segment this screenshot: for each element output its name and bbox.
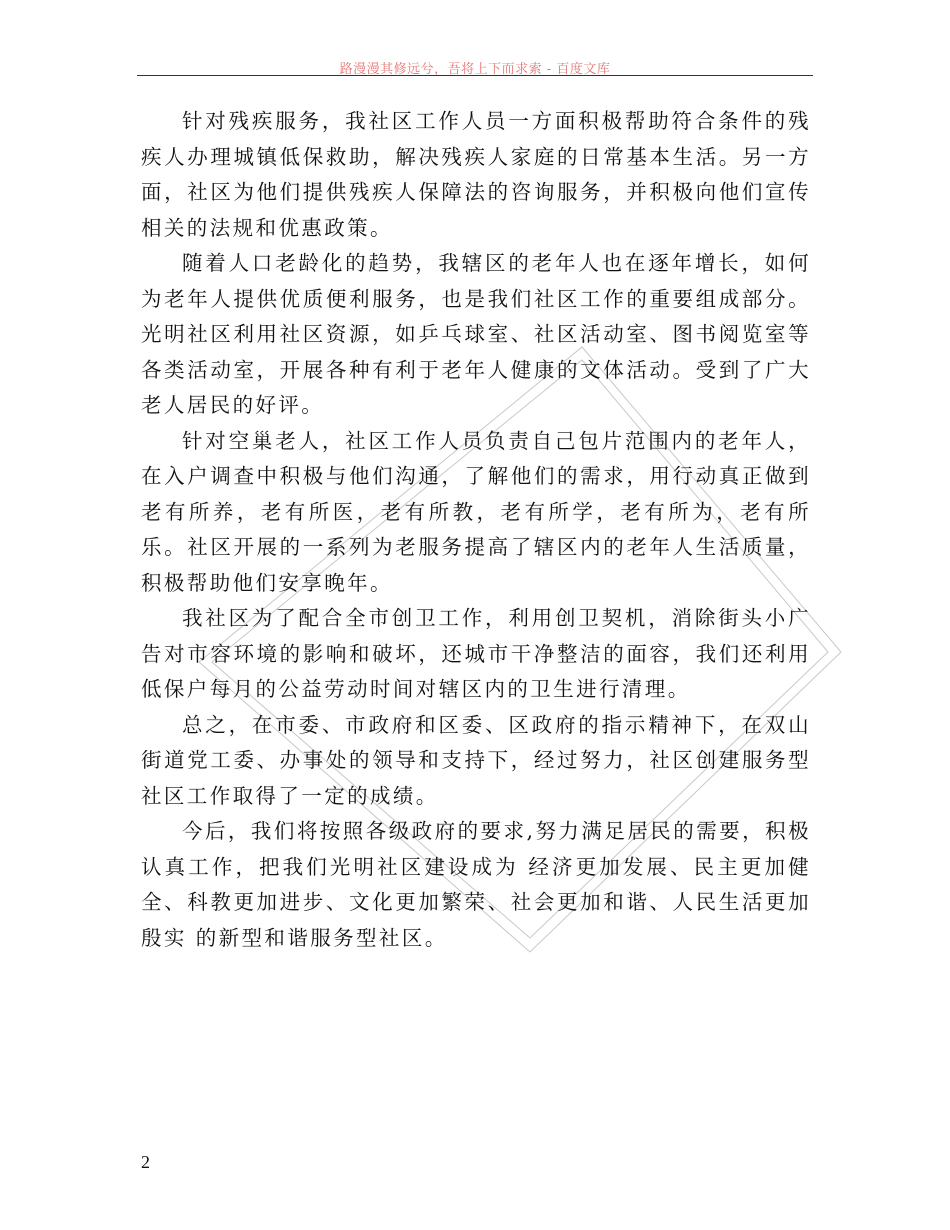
paragraph-sanitation: 我社区为了配合全市创卫工作，利用创卫契机，消除街头小广告对市容环境的影响和破坏，还城市干净整洁的面容，我们还利用低保户每月的公益劳动时间对辖区内的卫生进行清理。 bbox=[141, 606, 811, 701]
paragraph-empty-nest-elderly: 针对空巢老人，社区工作人员负责自己包片范围内的老年人，在入户调查中积极与他们沟通，了解他们的需求，用行动真正做到老有所养，老有所医，老有所教，老有所学，老有所为，老有所乐。社区开展的一系列为老服务提高了辖区内的老年人生活质量，积极帮助他们安享晚年。 bbox=[141, 428, 811, 595]
paragraph-future-plans: 今后，我们将按照各级政府的要求,努力满足居民的需要，积极认真工作，把我们光明社区建设成为 经济更加发展、民主更加健全、科教更加进步、文化更加繁荣、社会更加和谐、人民生活更加殷实 的新型和谐服务型社区。 bbox=[141, 819, 811, 950]
document-body bbox=[141, 104, 811, 956]
paragraph-elderly-services: 随着人口老龄化的趋势，我辖区的老年人也在逐年增长，如何为老年人提供优质便利服务，也是我们社区工作的重要组成部分。 光明社区利用社区资源，如乒乓球室、社区活动室、图书阅览室等各类活动室，开展各种有利于老年人健康的文体活动。受到了广大老人居民的好评。 bbox=[141, 251, 811, 417]
paragraph-disability-services: 针对残疾服务，我社区工作人员一方面积极帮助符合条件的残疾人办理城镇低保救助，解决残疾人家庭的日常基本生活。另一方面，社区为他们提供残疾人保障法的咨询服务，并积极向他们宣传相关的法规和优惠政策。 bbox=[141, 109, 811, 240]
page-header: 路漫漫其修远兮，吾将上下而求索 - 百度文库 bbox=[339, 62, 611, 77]
page-number: 2 bbox=[141, 1152, 150, 1172]
paragraph-summary: 总之，在市委、市政府和区委、区政府的指示精神下，在双山街道党工委、办事处的领导和支持下，经过努力，社区创建服务型社区工作取得了一定的成绩。 bbox=[141, 712, 811, 808]
header-divider bbox=[137, 75, 813, 76]
